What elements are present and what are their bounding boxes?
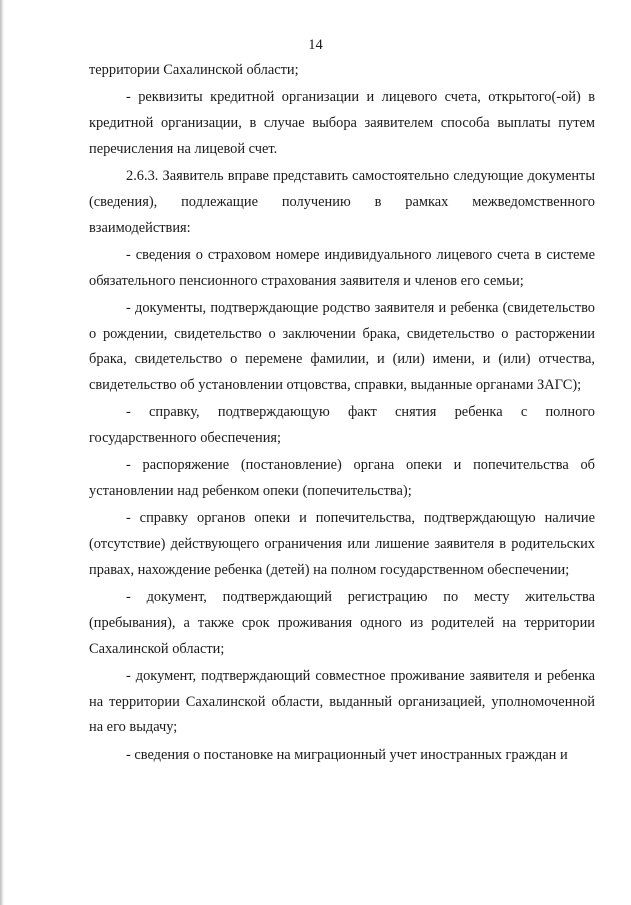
paragraph: - справку органов опеки и попечительства, подтверждающую наличие (отсутствие) действующего ограничения или лишение заявителя в родительских правах, нахождение ребенка (детей) на полном государственном обеспечении; <box>89 510 595 578</box>
page-edge-shadow <box>0 0 4 905</box>
paragraph: - распоряжение (постановление) органа опеки и попечительства об установлении над ребенком опеки (попечительства); <box>89 457 595 500</box>
paragraph: - документ, подтверждающий совместное проживание заявителя и ребенка на территории Сахалинской области, выданный организацией, уполномоченной на его выдачу; <box>89 667 595 736</box>
page-number: 14 <box>308 37 323 53</box>
paragraph: территории Сахалинской области; <box>89 62 299 78</box>
paragraph: - документы, подтверждающие родство заявителя и ребенка (свидетельство о рождении, свидетельство о заключении брака, свидетельство о расторжении брака, свидетельство о перемене фамилии, и (или) имени, и (или) отчества, свидетельство об установлении отцовства, справки, выданные органами ЗАГС); <box>89 299 595 394</box>
document-body <box>89 58 595 770</box>
paragraph: - сведения о страховом номере индивидуального лицевого счета в системе обязательного пенсионного страхования заявителя и членов его семьи; <box>89 246 595 289</box>
paragraph: - справку, подтверждающую факт снятия ребенка с полного государственного обеспечения; <box>89 404 595 447</box>
paragraph: - документ, подтверждающий регистрацию по месту жительства (пребывания), а также срок проживания одного из родителей на территории Сахалинской области; <box>89 589 595 657</box>
paragraph: - реквизиты кредитной организации и лицевого счета, открытого(-ой) в кредитной организации, в случае выбора заявителем способа выплаты путем перечисления на лицевой счет. <box>89 89 595 157</box>
paragraph: 2.6.3. Заявитель вправе представить самостоятельно следующие документы (сведения), подлежащие получению в рамках межведомственного взаимодействия: <box>89 167 595 236</box>
paragraph: - сведения о постановке на миграционный учет иностранных граждан и <box>126 746 568 763</box>
